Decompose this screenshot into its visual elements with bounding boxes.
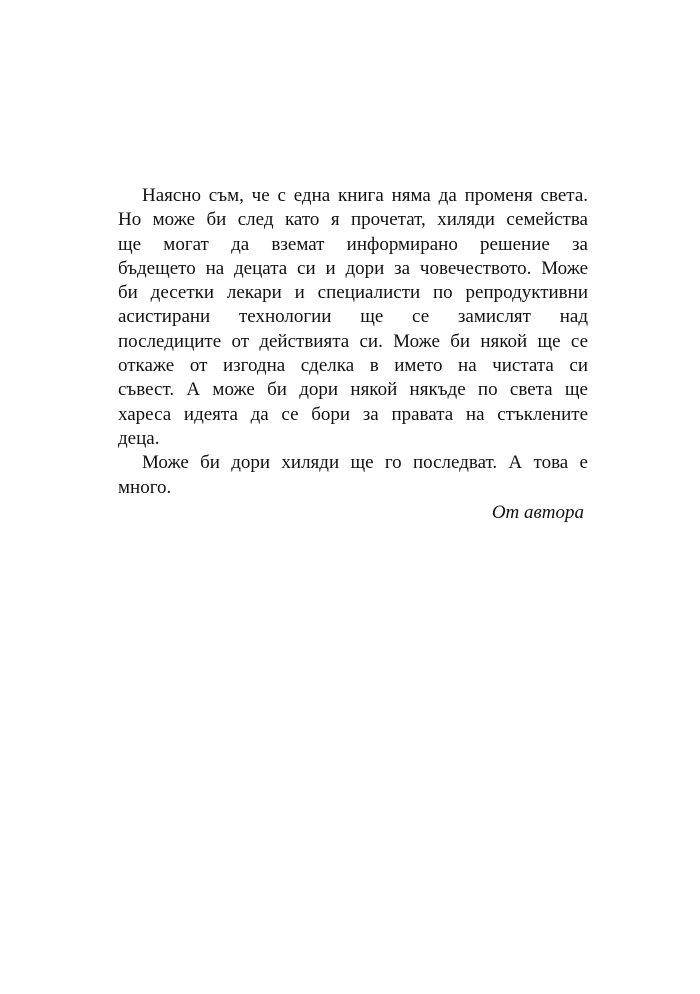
body-text (118, 184, 588, 525)
text-line: хареса идеята да се бори за правата на стъклените (118, 403, 588, 425)
text-line: би десетки лекари и специалисти по репродуктивни (118, 282, 588, 304)
text-line: много. (118, 476, 172, 498)
text-line: последиците от действията си. Може би някой ще се (118, 330, 588, 352)
text-line: Но може би след като я прочетат, хиляди семейства (118, 209, 588, 231)
author-signature: От автора (491, 501, 584, 523)
text-line: Наясно съм, че с една книга няма да променя света. (142, 185, 588, 206)
text-line: съвест. А може би дори някой някъде по света ще (118, 379, 588, 401)
text-line: асистирани технологии ще се замислят над (118, 306, 588, 328)
text-line: Може би дори хиляди ще го последват. А това е (142, 452, 588, 474)
text-line: бъдещето на децата си и дори за човечеството. Може (118, 257, 588, 279)
text-line: откаже от изгодна сделка в името на чистата си (118, 355, 588, 377)
text-line: ще могат да вземат информирано решение за (118, 233, 588, 255)
text-line: деца. (118, 427, 160, 449)
